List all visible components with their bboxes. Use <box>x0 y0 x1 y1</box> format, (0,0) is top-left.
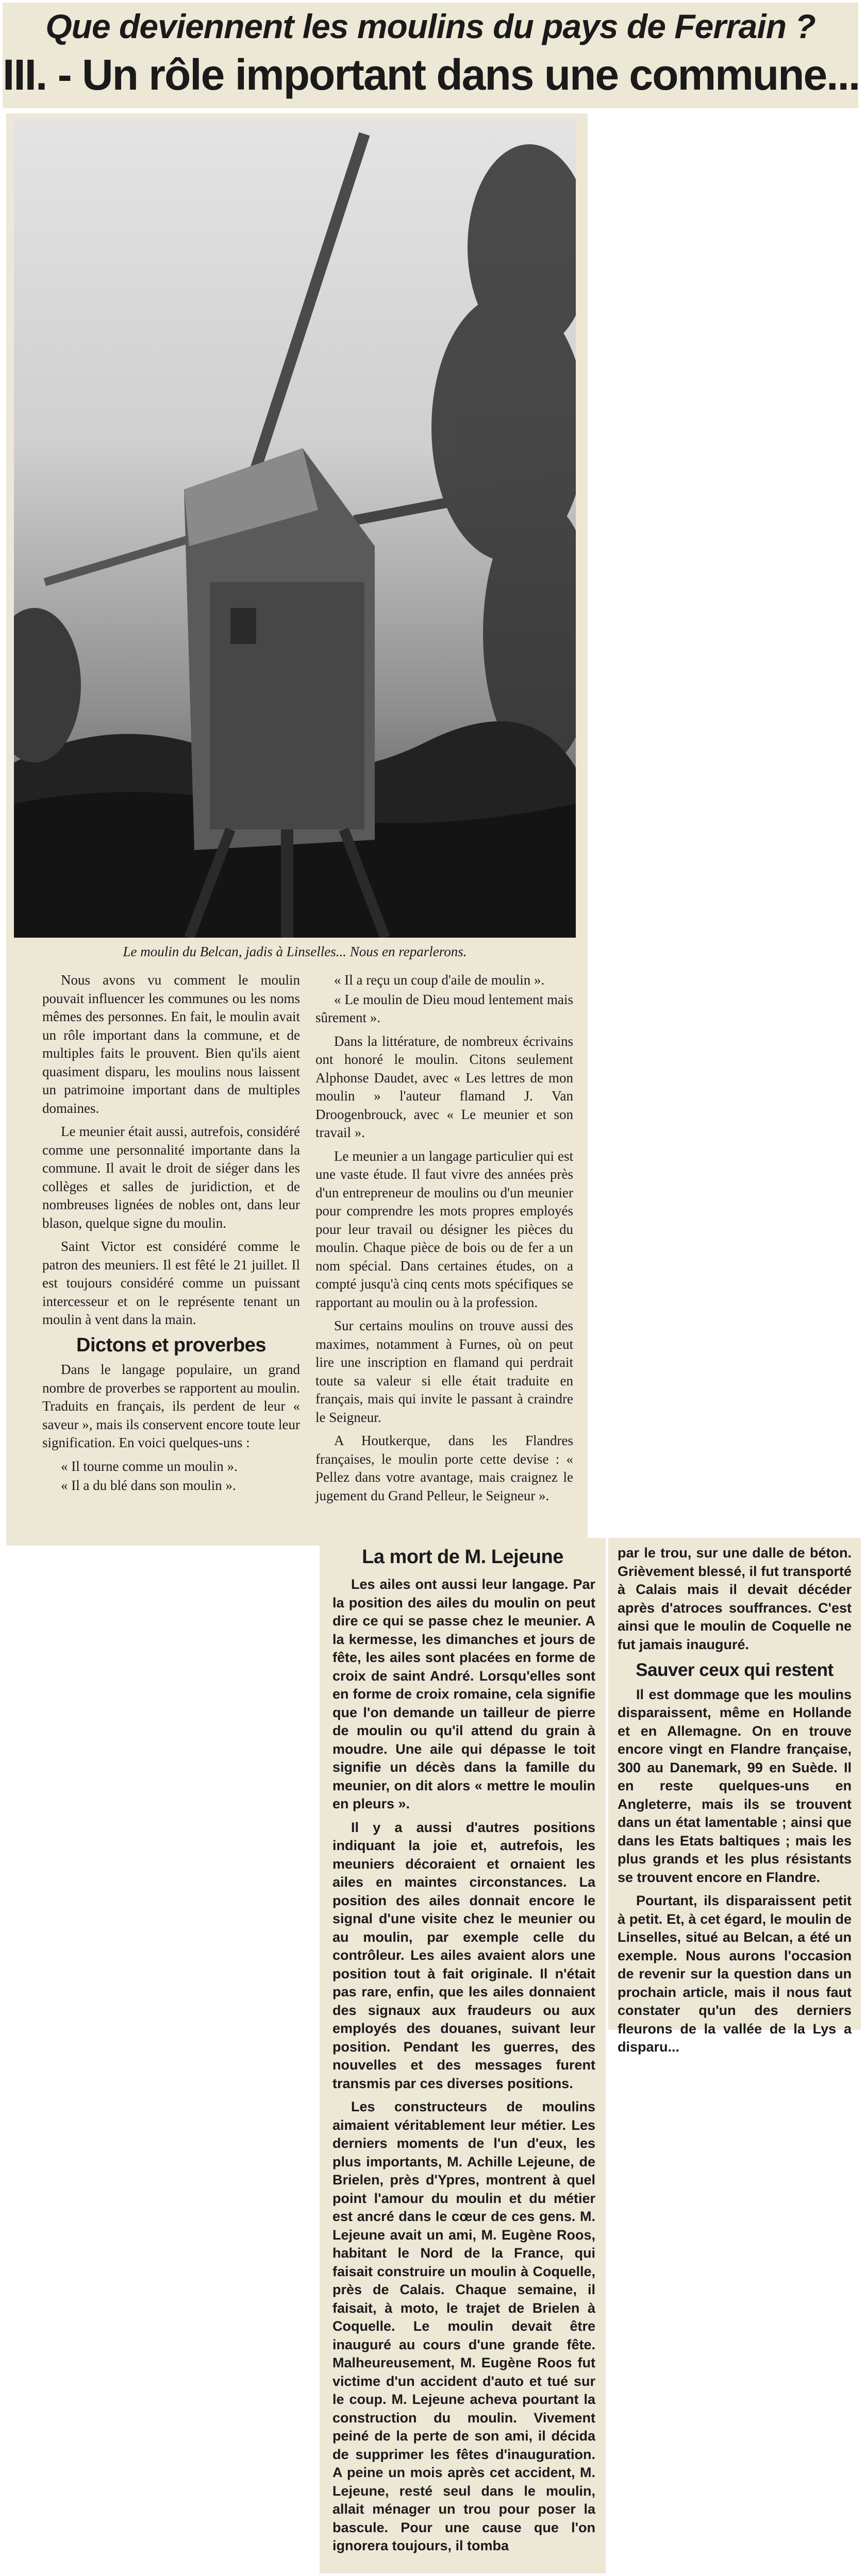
headline-clipping <box>3 3 858 108</box>
article-column-1 <box>42 971 300 1500</box>
col2-paragraph: Sur certains moulins on trouve aussi des maximes, notamment à Furnes, où on peut lire une inscription en flamand qui perdrait toute sa valeur si elle était traduite en français, mais qui invite le passant à craindre le Seigneur. <box>315 1318 573 1425</box>
section-heading-dictons: Dictons et proverbes <box>76 1334 266 1356</box>
col1-paragraph: Nous avons vu comment le moulin pouvait influencer les communes ou les noms mêmes des personnes. En fait, le moulin avait un rôle important dans la commune, et de multiples faits le prouvent. Bien qu'ils aient quasiment disparu, les moulins nous laissent un patrimoine important dans de multiples domaines. <box>42 972 300 1116</box>
col4-paragraph: Il est dommage que les moulins disparaissent, même en Hollande et en Allemagne. On en trouve encore vingt en Flandre française, 300 au Danemark, 99 en Suède. Il en reste quelques-uns en Angleterre, mais ils se trouvent dans un état lamentable ; ainsi que dans les Etats baltiques ; mais les plus grands et les plus résistants se trouvent encore en Flandre. <box>618 1686 852 1885</box>
col1-paragraph: Le meunier était aussi, autrefois, considéré comme une personnalité importante dans la commune. Il avait le droit de siéger dans les collèges et salles de juridiction, et de nombreuses lignées de nobles ont, dans leur blason, quelque signe du moulin. <box>42 1124 300 1231</box>
col3-paragraph: Les ailes ont aussi leur langage. Par la position des ailes du moulin on peut dire ce qui se passe chez le meunier. A la kermesse, les dimanches et jours de fête, les ailes sont placées en forme de croix de saint André. Lorsqu'elles sont en forme de croix romaine, cela signifie que l'on demande un tailleur de pierre de moulin ou qu'il attend du grain à moudre. Une aile qui dépasse le toit signifie un décès dans la famille du meunier, on dit alors « mettre le moulin en pleurs ». <box>332 1577 595 1811</box>
column-3-clipping <box>320 1538 606 2573</box>
windmill-illustration <box>14 118 576 938</box>
col2-paragraph: Dans la littérature, de nombreux écrivains ont honoré le moulin. Citons seulement Alphonse Daudet, avec « Les lettres de mon moulin » l'auteur flamand J. Van Droogenbrouck, avec « Le meunier et son travail ». <box>315 1033 573 1140</box>
col2-proverb: « Il a reçu un coup d'aile de moulin ». <box>334 972 545 988</box>
article-column-2 <box>315 971 573 1510</box>
col4-paragraph: par le trou, sur une dalle de béton. Grièvement blessé, il fut transporté à Calais mais il devait décéder après d'atroces souffrances. C'est ainsi que le moulin de Coquelle ne fut jamais inauguré. <box>618 1545 852 1652</box>
article-column-3 <box>320 1575 606 2555</box>
headline-line2: III. - Un rôle important dans une commune... <box>3 50 860 99</box>
article-column-4 <box>608 1538 861 2057</box>
main-clipping <box>6 113 588 1546</box>
col1-paragraph: Dans le langage populaire, un grand nombre de proverbes se rapportent au moulin. Traduits en français, ils perdent de leur « saveur », mais ils conservent encore toute leur signification. En voici quelques-uns : <box>42 1362 300 1450</box>
photo-caption: Le moulin du Belcan, jadis à Linselles... Nous en reparlerons. <box>123 944 467 959</box>
col1-proverb: « Il tourne comme un moulin ». <box>61 1458 238 1474</box>
col1-paragraph: Saint Victor est considéré comme le patron des meuniers. Il est fêté le 21 juillet. Il est toujours considéré comme un puissant intercesseur et on le représente tenant un moulin à vent dans la main. <box>42 1239 300 1327</box>
column-4-clipping <box>608 1538 861 2055</box>
section-heading-sauver: Sauver ceux qui restent <box>636 1660 834 1680</box>
col1-proverb: « Il a du blé dans son moulin ». <box>61 1478 236 1493</box>
col4-paragraph: Pourtant, ils disparaissent petit à petit. Et, à cet égard, le moulin de Linselles, situé au Belcan, a été un exemple. Nous aurons l'occasion de revenir sur la question dans un prochain article, mais il nous faut constater qu'un des derniers fleurons de la vallée de la Lys a disparu... <box>618 1893 852 2055</box>
col3-paragraph: Les constructeurs de moulins aimaient véritablement leur métier. Les derniers moments de l'un d'eux, les plus importants, M. Achille Lejeune, de Brielen, près d'Ypres, montrent à quel point l'amour du moulin et du métier est ancré dans le cœur de ces gens. M. Lejeune avait un ami, M. Eugène Roos, habitant le Nord de la France, qui faisait construire un moulin à Coquelle, près de Calais. Chaque semaine, il faisait, à moto, le trajet de Brielen à Coquelle. Le moulin devait être inauguré au cours d'une grande fête. Malheureusement, M. Eugène Roos fut victime d'un accident d'auto et tué sur le coup. M. Lejeune acheva pourtant la construction du moulin. Vivement peiné de la perte de son ami, il décida de supprimer les fêtes d'inauguration. A peine un mois après cet accident, M. Lejeune, resté seul dans le moulin, allait ménager un trou pour poser la bascule. Pour une cause que l'on ignorera toujours, il tomba <box>332 2099 595 2553</box>
headline-line1: Que deviennent les moulins du pays de Ferrain ? <box>45 7 815 45</box>
col3-paragraph: Il y a aussi d'autres positions indiquant la joie et, autrefois, les meuniers décoraient et ornaient les ailes en maintes circonstances. La position des ailes donnait encore le signal d'une visite chez le meunier ou au moulin, par exemple celle du contrôleur. Les ailes avaient alors une position tout à fait originale. Il n'était pas rare, enfin, que les ailes donnaient des signaux aux fraudeurs ou aux employés des douanes, suivant leur position. Pendant les guerres, des nouvelles et des messages furent transmis par ces diverses positions. <box>332 1819 595 2091</box>
section-heading-mort: La mort de M. Lejeune <box>362 1546 563 1568</box>
col2-paragraph: Le meunier a un langage particulier qui est une vaste étude. Il faut vivre des années près d'un entrepreneur de moulins ou d'un meunier pour comprendre les mots propres employés pour leur travail ou désigner les pièces du moulin. Chaque pièce de bois ou de fer a un nom spécial. Dans certaines études, on a compté jusqu'à cinq cents mots spécifiques se rapportant au moulin ou à la profession. <box>315 1148 573 1310</box>
col2-paragraph: A Houtkerque, dans les Flandres françaises, le moulin porte cette devise : « Pellez dans votre avantage, mais craignez le jugement du Grand Pelleur, le Seigneur ». <box>315 1433 573 1503</box>
col2-proverb: « Le moulin de Dieu moud lentement mais sûrement ». <box>315 991 573 1025</box>
windmill-photo <box>14 118 576 938</box>
